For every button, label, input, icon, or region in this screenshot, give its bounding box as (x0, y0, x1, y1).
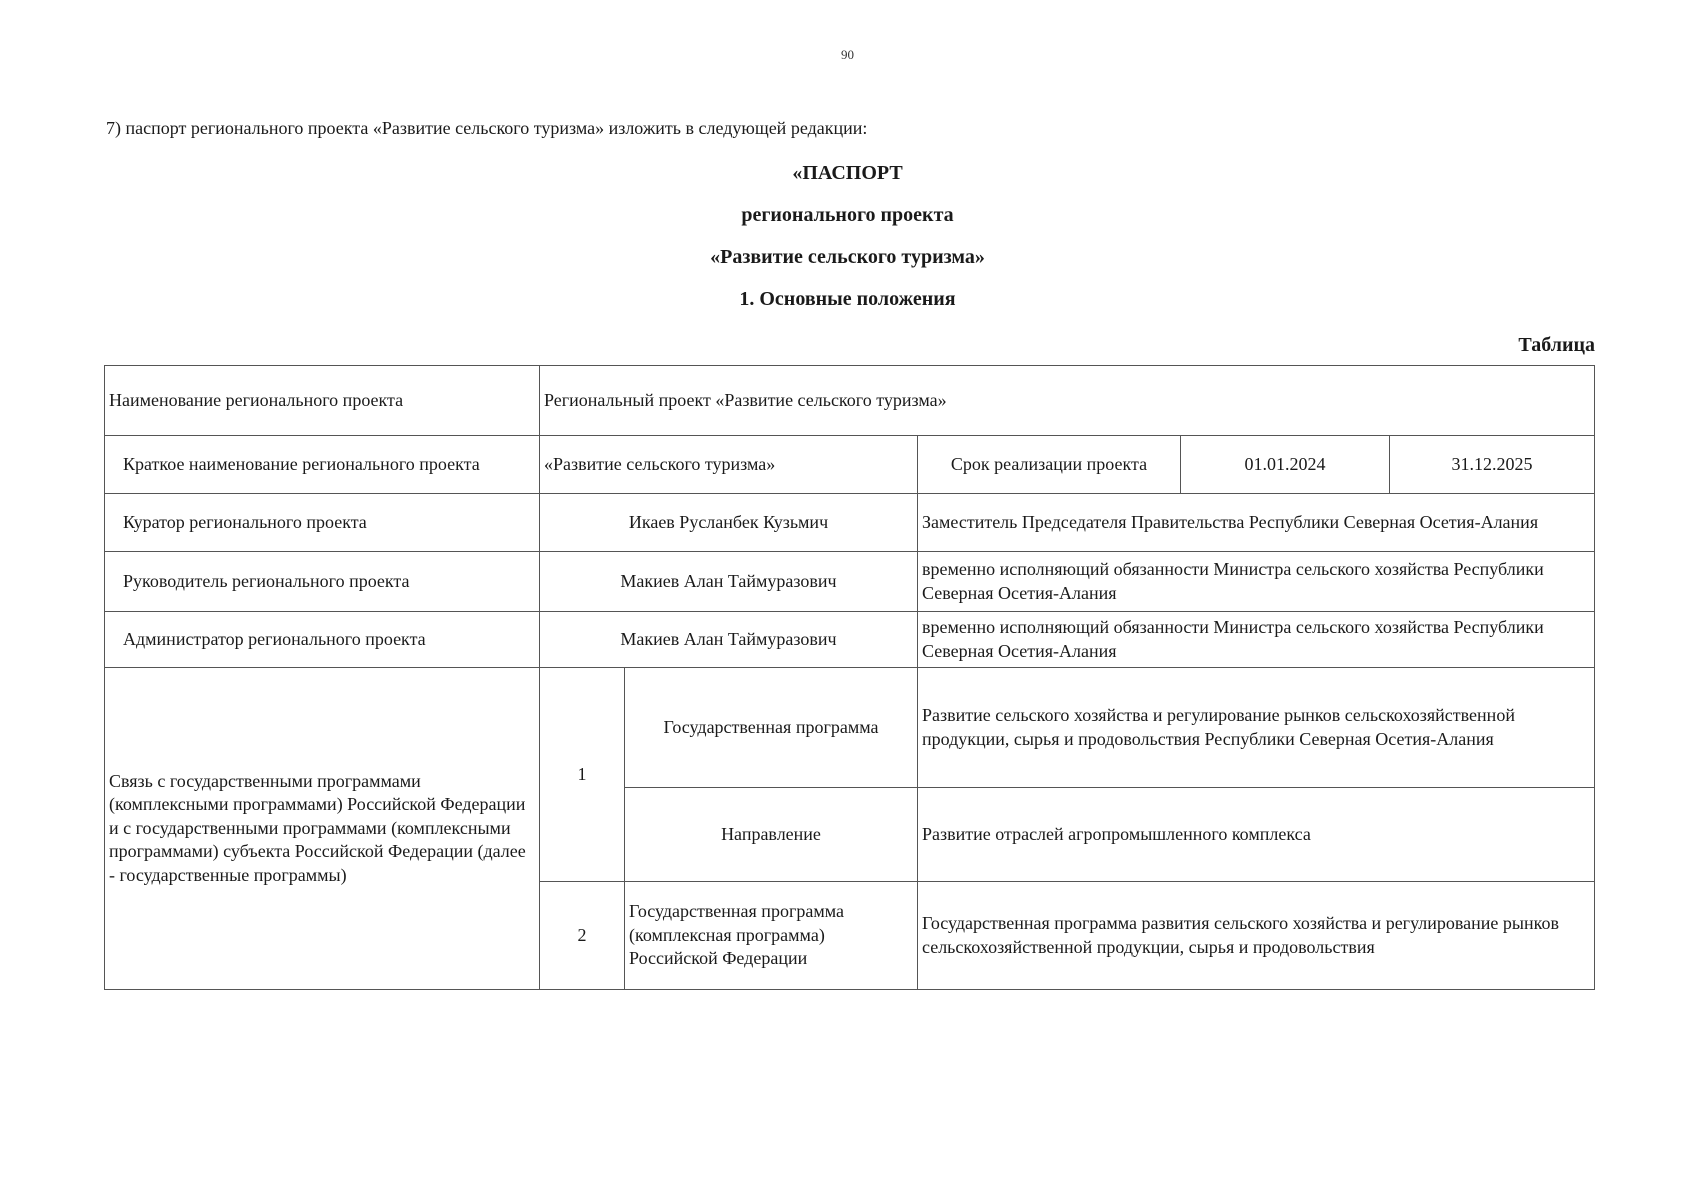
leader-label-cell: Руководитель регионального проекта (105, 552, 540, 612)
table-row (105, 612, 1595, 668)
intro-text: 7) паспорт регионального проекта «Развитие сельского туризма» изложить в следующей редакции: (106, 118, 868, 138)
direction-type-cell: Направление (625, 788, 918, 882)
table-row (105, 552, 1595, 612)
federal-program-type-cell: Государственная программа (комплексная программа) Российской Федерации (625, 882, 918, 990)
term-start-cell: 01.01.2024 (1181, 436, 1390, 494)
table-row (105, 366, 1595, 436)
program-type-cell: Государственная программа (625, 668, 918, 788)
admin-label-cell: Администратор регионального проекта (105, 612, 540, 668)
passport-table (104, 365, 1595, 990)
term-label-cell: Срок реализации проекта (918, 436, 1181, 494)
page-number: 90 (841, 47, 854, 62)
direction-value-cell: Развитие отраслей агропромышленного комплекса (918, 788, 1595, 882)
program-number-cell: 1 (540, 668, 625, 882)
passport-heading: «ПАСПОРТ (792, 162, 903, 184)
table-label: Таблица (1518, 334, 1595, 356)
curator-label-cell: Куратор регионального проекта (105, 494, 540, 552)
project-title: «Развитие сельского туризма» (710, 246, 985, 268)
name-value-cell: Региональный проект «Развитие сельского туризма» (540, 366, 1595, 436)
program-number-cell: 2 (540, 882, 625, 990)
curator-name-cell: Икаев Русланбек Кузьмич (540, 494, 918, 552)
table-row (105, 436, 1595, 494)
passport-subheading: регионального проекта (741, 204, 954, 226)
short-label-cell: Краткое наименование регионального проекта (105, 436, 540, 494)
federal-program-value-cell: Государственная программа развития сельского хозяйства и регулирование рынков сельскохозяйственной продукции, сырья и продовольствия (918, 882, 1595, 990)
section-title: 1. Основные положения (739, 288, 956, 310)
table-row (105, 668, 1595, 788)
program-value-cell: Развитие сельского хозяйства и регулирование рынков сельскохозяйственной продукции, сырья и продовольствия Республики Северная Осетия-Алания (918, 668, 1595, 788)
admin-name-cell: Макиев Алан Таймуразович (540, 612, 918, 668)
admin-position-cell: временно исполняющий обязанности Министра сельского хозяйства Республики Северная Осетия-Алания (918, 612, 1595, 668)
table-row (105, 494, 1595, 552)
leader-name-cell: Макиев Алан Таймуразович (540, 552, 918, 612)
leader-position-cell: временно исполняющий обязанности Министра сельского хозяйства Республики Северная Осетия-Алания (918, 552, 1595, 612)
term-end-cell: 31.12.2025 (1390, 436, 1595, 494)
short-value-cell: «Развитие сельского туризма» (540, 436, 918, 494)
programs-link-label-cell: Связь с государственными программами (комплексными программами) Российской Федерации и с государственными программами (комплексными программами) субъекта Российской Федерации (далее - государственные программы) (105, 668, 540, 990)
name-label-cell: Наименование регионального проекта (105, 366, 540, 436)
curator-position-cell: Заместитель Председателя Правительства Республики Северная Осетия-Алания (918, 494, 1595, 552)
